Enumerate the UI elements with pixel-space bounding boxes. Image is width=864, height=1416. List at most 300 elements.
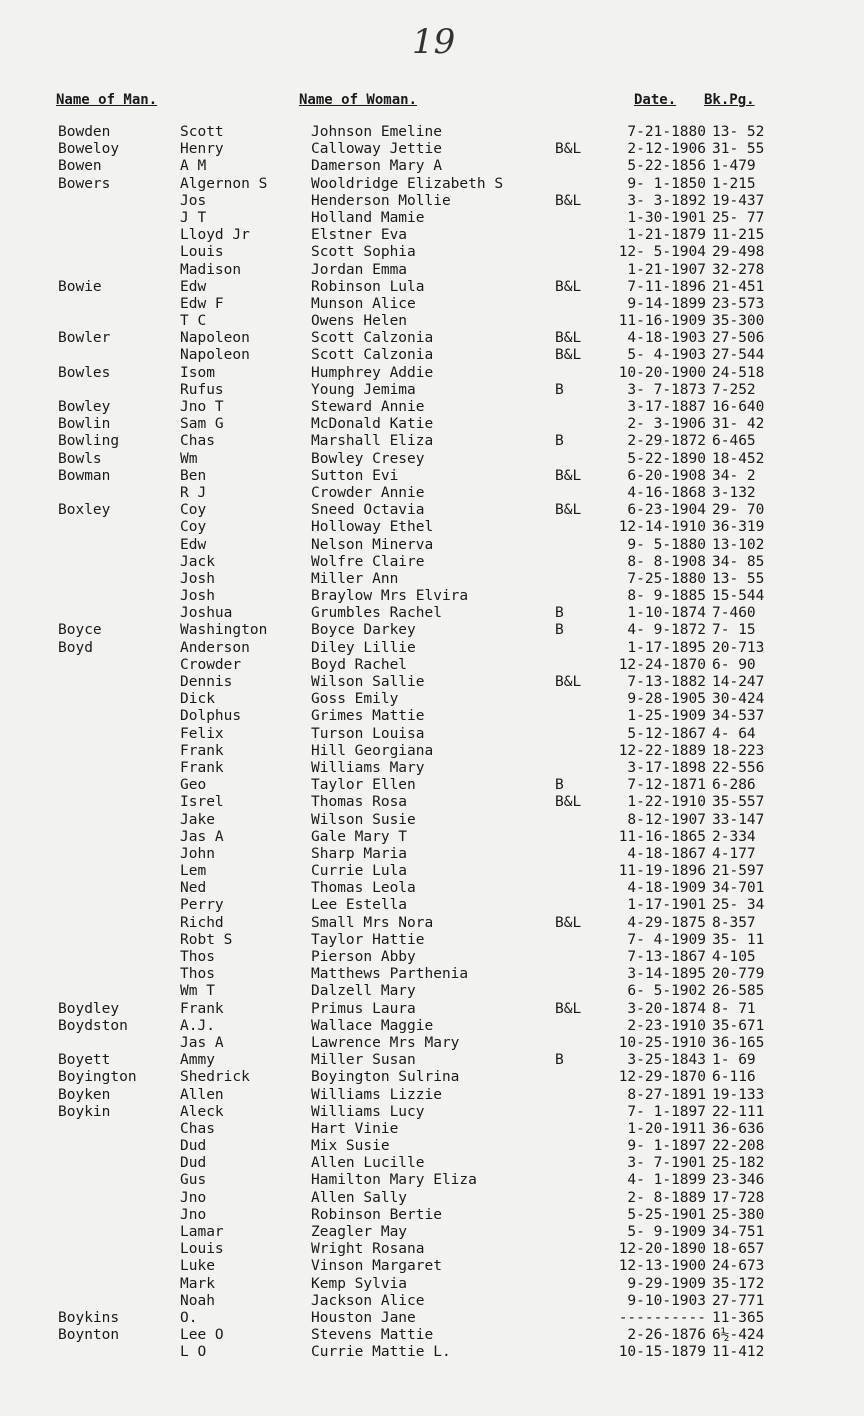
record-row xyxy=(0,708,864,725)
man-given-name: Lee O xyxy=(180,1327,224,1344)
woman-name: Jordan Emma xyxy=(311,261,408,278)
woman-name: Boyd Rachel xyxy=(311,656,408,673)
woman-name: Sharp Maria xyxy=(311,845,408,862)
book-page: 20-779 xyxy=(712,966,765,983)
book-page: 4-177 xyxy=(712,845,756,862)
woman-name: Stevens Mattie xyxy=(311,1327,434,1344)
marriage-date: 9-28-1905 xyxy=(627,691,706,708)
record-row xyxy=(0,313,864,330)
woman-name: Munson Alice xyxy=(311,295,416,312)
woman-name: Hamilton Mary Eliza xyxy=(311,1172,477,1189)
record-row xyxy=(0,1207,864,1224)
book-page: 25-182 xyxy=(712,1155,765,1172)
man-given-name: Josh xyxy=(180,570,215,587)
marriage-date: 12-20-1890 xyxy=(618,1241,706,1258)
marriage-date: 5-25-1901 xyxy=(627,1206,706,1223)
man-surname: Bowls xyxy=(58,450,102,467)
man-surname: Boyce xyxy=(58,622,102,639)
record-row xyxy=(0,399,864,416)
marriage-date: 12-13-1900 xyxy=(618,1258,706,1275)
record-row xyxy=(0,1310,864,1327)
header-name-of-man: Name of Man. xyxy=(56,92,158,108)
book-page: 20-713 xyxy=(712,639,765,656)
woman-name: McDonald Katie xyxy=(311,416,434,433)
record-row xyxy=(0,262,864,279)
man-surname: Bowen xyxy=(58,158,102,175)
record-row xyxy=(0,657,864,674)
man-surname: Boykin xyxy=(58,1103,111,1120)
man-given-name: Dud xyxy=(180,1138,207,1155)
book-page: 13-102 xyxy=(712,536,765,553)
woman-name: Currie Mattie L. xyxy=(311,1344,451,1361)
woman-name: Thomas Leola xyxy=(311,880,416,897)
man-surname: Boydley xyxy=(58,1000,120,1017)
marriage-date: 8- 9-1885 xyxy=(627,588,706,605)
record-row xyxy=(0,1172,864,1189)
record-row xyxy=(0,365,864,382)
man-surname: Bowman xyxy=(58,467,111,484)
woman-name: Steward Annie xyxy=(311,399,425,415)
book-page: 25- 77 xyxy=(712,209,765,226)
license-note: B xyxy=(555,605,564,622)
book-page: 1-215 xyxy=(712,175,756,192)
man-given-name: Frank xyxy=(180,759,224,776)
man-surname: Boynton xyxy=(58,1327,120,1344)
license-note: B&L xyxy=(555,674,582,690)
book-page: 8- 71 xyxy=(712,1000,756,1017)
record-row xyxy=(0,760,864,777)
book-page: 13- 55 xyxy=(712,570,765,587)
book-page: 22-556 xyxy=(712,759,765,776)
book-page: 29-498 xyxy=(712,244,765,261)
page-number: 19 xyxy=(412,22,456,62)
book-page: 29- 70 xyxy=(712,502,765,519)
marriage-date: 3-25-1843 xyxy=(627,1052,706,1069)
record-row xyxy=(0,1327,864,1344)
man-given-name: Jos xyxy=(180,192,207,209)
man-surname: Boweloy xyxy=(58,141,120,158)
book-page: 13- 52 xyxy=(712,124,765,140)
marriage-date: 7-13-1882 xyxy=(627,674,706,690)
book-page: 11-215 xyxy=(712,227,765,244)
woman-name: Sneed Octavia xyxy=(311,502,425,519)
man-given-name: Washington xyxy=(180,622,268,639)
marriage-date: 4- 9-1872 xyxy=(627,622,706,639)
book-page: 33-147 xyxy=(712,811,765,828)
marriage-date: 7-13-1867 xyxy=(627,949,706,965)
record-row xyxy=(0,863,864,880)
man-given-name: Allen xyxy=(180,1086,224,1103)
man-surname: Bowling xyxy=(58,433,120,450)
marriage-date: 2-26-1876 xyxy=(627,1327,706,1344)
man-given-name: Geo xyxy=(180,777,207,794)
license-note: B&L xyxy=(555,914,582,931)
record-row xyxy=(0,743,864,760)
marriage-date: 10-25-1910 xyxy=(618,1034,706,1051)
man-given-name: Felix xyxy=(180,725,224,742)
record-row xyxy=(0,1121,864,1138)
marriage-date: 12-14-1910 xyxy=(618,519,706,536)
woman-name: Turson Louisa xyxy=(311,725,425,742)
man-surname: Boyett xyxy=(58,1052,111,1069)
marriage-date: 3-17-1887 xyxy=(627,399,706,415)
woman-name: Miller Ann xyxy=(311,570,399,587)
license-note: B&L xyxy=(555,794,582,811)
record-row xyxy=(0,674,864,691)
marriage-date: 2- 8-1889 xyxy=(627,1189,706,1206)
book-page: 35- 11 xyxy=(712,931,765,948)
record-row xyxy=(0,1087,864,1104)
woman-name: Miller Susan xyxy=(311,1052,416,1069)
record-row xyxy=(0,193,864,210)
book-page: 6½-424 xyxy=(712,1327,765,1344)
woman-name: Wallace Maggie xyxy=(311,1017,434,1034)
record-row xyxy=(0,932,864,949)
record-row xyxy=(0,1069,864,1086)
record-row xyxy=(0,829,864,846)
man-given-name: Ammy xyxy=(180,1052,215,1069)
marriage-date: 5- 4-1903 xyxy=(627,347,706,364)
woman-name: Williams Lizzie xyxy=(311,1086,442,1103)
license-note: B&L xyxy=(555,1000,582,1017)
book-page: 35-557 xyxy=(712,794,765,811)
book-page: 1-479 xyxy=(712,158,756,175)
record-row xyxy=(0,519,864,536)
man-given-name: Algernon S xyxy=(180,175,268,192)
license-note: B&L xyxy=(555,278,582,295)
record-row xyxy=(0,640,864,657)
marriage-date: 9-14-1899 xyxy=(627,295,706,312)
man-given-name: Jno xyxy=(180,1189,207,1206)
book-page: 26-585 xyxy=(712,983,765,1000)
woman-name: Robinson Bertie xyxy=(311,1206,442,1223)
marriage-date: 7-21-1880 xyxy=(627,124,706,140)
man-given-name: Scott xyxy=(180,124,224,140)
woman-name: Holland Mamie xyxy=(311,209,425,226)
man-given-name: Jno T xyxy=(180,399,224,415)
record-row xyxy=(0,812,864,829)
book-page: 23-573 xyxy=(712,295,765,312)
woman-name: Nelson Minerva xyxy=(311,536,434,553)
record-row xyxy=(0,622,864,639)
book-page: 6- 90 xyxy=(712,656,756,673)
record-row xyxy=(0,1258,864,1275)
marriage-date: 6- 5-1902 xyxy=(627,983,706,1000)
book-page: 4-105 xyxy=(712,949,756,965)
marriage-date: 8-27-1891 xyxy=(627,1086,706,1103)
woman-name: Allen Lucille xyxy=(311,1155,425,1172)
marriage-date: 5- 9-1909 xyxy=(627,1224,706,1240)
record-row xyxy=(0,1224,864,1241)
license-note: B xyxy=(555,777,564,794)
record-row xyxy=(0,691,864,708)
man-given-name: Louis xyxy=(180,1241,224,1258)
marriage-date: 5-12-1867 xyxy=(627,725,706,742)
woman-name: Wright Rosana xyxy=(311,1241,425,1258)
book-page: 27-506 xyxy=(712,330,765,347)
record-row xyxy=(0,416,864,433)
woman-name: Pierson Abby xyxy=(311,949,416,965)
book-page: 34- 2 xyxy=(712,467,756,484)
book-page: 18-223 xyxy=(712,742,765,759)
record-row xyxy=(0,588,864,605)
man-surname: Bowles xyxy=(58,364,111,381)
book-page: 35-172 xyxy=(712,1275,765,1292)
marriage-date: 9-29-1909 xyxy=(627,1275,706,1292)
record-row xyxy=(0,1344,864,1361)
man-given-name: Napoleon xyxy=(180,347,250,364)
man-given-name: Ben xyxy=(180,467,207,484)
book-page: 21-451 xyxy=(712,278,765,295)
record-row xyxy=(0,1035,864,1052)
man-given-name: Jno xyxy=(180,1206,207,1223)
record-row xyxy=(0,537,864,554)
book-page: 34-751 xyxy=(712,1224,765,1240)
record-row xyxy=(0,1001,864,1018)
record-row xyxy=(0,1104,864,1121)
marriage-date: 4-16-1868 xyxy=(627,484,706,501)
woman-name: Scott Calzonia xyxy=(311,347,434,364)
book-page: 18-657 xyxy=(712,1241,765,1258)
book-page: 18-452 xyxy=(712,450,765,467)
marriage-date: 10-15-1879 xyxy=(618,1344,706,1361)
man-given-name: Henry xyxy=(180,141,224,158)
marriage-date: 6-20-1908 xyxy=(627,467,706,484)
marriage-date: ---------- xyxy=(618,1309,706,1326)
marriage-date: 11-19-1896 xyxy=(618,863,706,880)
book-page: 7-460 xyxy=(712,605,756,622)
man-given-name: Isrel xyxy=(180,794,224,811)
marriage-records-list xyxy=(0,124,864,1362)
book-page: 27-771 xyxy=(712,1292,765,1309)
book-page: 6-465 xyxy=(712,433,756,450)
marriage-date: 8-12-1907 xyxy=(627,811,706,828)
man-given-name: R J xyxy=(180,484,207,501)
record-row xyxy=(0,1052,864,1069)
record-row xyxy=(0,794,864,811)
record-row xyxy=(0,1155,864,1172)
marriage-date: 8- 8-1908 xyxy=(627,553,706,570)
woman-name: Williams Mary xyxy=(311,759,425,776)
marriage-date: 12- 5-1904 xyxy=(618,244,706,261)
man-surname: Bowie xyxy=(58,278,102,295)
book-page: 23-346 xyxy=(712,1172,765,1189)
marriage-date: 7-25-1880 xyxy=(627,570,706,587)
record-row xyxy=(0,1138,864,1155)
woman-name: Currie Lula xyxy=(311,863,408,880)
book-page: 22-208 xyxy=(712,1138,765,1155)
woman-name: Bowley Cresey xyxy=(311,450,425,467)
record-row xyxy=(0,502,864,519)
marriage-date: 10-20-1900 xyxy=(618,364,706,381)
book-page: 24-518 xyxy=(712,364,765,381)
marriage-date: 4-29-1875 xyxy=(627,914,706,931)
record-row xyxy=(0,726,864,743)
man-given-name: Chas xyxy=(180,433,215,450)
man-surname: Boyken xyxy=(58,1086,111,1103)
book-page: 35-671 xyxy=(712,1017,765,1034)
woman-name: Wilson Sallie xyxy=(311,674,425,690)
book-page: 36-319 xyxy=(712,519,765,536)
record-row xyxy=(0,176,864,193)
book-page: 11-365 xyxy=(712,1309,765,1326)
man-given-name: Madison xyxy=(180,261,242,278)
book-page: 7- 15 xyxy=(712,622,756,639)
man-surname: Bowden xyxy=(58,124,111,140)
woman-name: Henderson Mollie xyxy=(311,192,451,209)
man-surname: Bowlin xyxy=(58,416,111,433)
book-page: 2-334 xyxy=(712,828,756,845)
record-row xyxy=(0,1276,864,1293)
record-row xyxy=(0,244,864,261)
marriage-date: 9- 5-1880 xyxy=(627,536,706,553)
book-page: 19-133 xyxy=(712,1086,765,1103)
man-given-name: Wm xyxy=(180,450,198,467)
marriage-date: 12-22-1889 xyxy=(618,742,706,759)
woman-name: Kemp Sylvia xyxy=(311,1275,408,1292)
man-given-name: Richd xyxy=(180,914,224,931)
marriage-date: 2- 3-1906 xyxy=(627,416,706,433)
woman-name: Owens Helen xyxy=(311,313,408,330)
book-page: 17-728 xyxy=(712,1189,765,1206)
marriage-date: 12-29-1870 xyxy=(618,1069,706,1086)
marriage-date: 3- 3-1892 xyxy=(627,192,706,209)
man-given-name: Jack xyxy=(180,553,215,570)
man-given-name: Jas A xyxy=(180,828,224,845)
man-given-name: Frank xyxy=(180,1000,224,1017)
book-page: 27-544 xyxy=(712,347,765,364)
woman-name: Marshall Eliza xyxy=(311,433,434,450)
woman-name: Boyington Sulrina xyxy=(311,1069,460,1086)
man-given-name: O. xyxy=(180,1309,198,1326)
marriage-date: 11-16-1865 xyxy=(618,828,706,845)
marriage-date: 1-21-1907 xyxy=(627,261,706,278)
marriage-date: 3-17-1898 xyxy=(627,759,706,776)
book-page: 11-412 xyxy=(712,1344,765,1361)
marriage-date: 1-25-1909 xyxy=(627,708,706,725)
record-row xyxy=(0,846,864,863)
record-row xyxy=(0,124,864,141)
woman-name: Lawrence Mrs Mary xyxy=(311,1034,460,1051)
woman-name: Allen Sally xyxy=(311,1189,408,1206)
woman-name: Taylor Hattie xyxy=(311,931,425,948)
woman-name: Damerson Mary A xyxy=(311,158,442,175)
marriage-date: 1-21-1879 xyxy=(627,227,706,244)
woman-name: Jackson Alice xyxy=(311,1292,425,1309)
woman-name: Lee Estella xyxy=(311,897,408,914)
license-note: B&L xyxy=(555,330,582,347)
license-note: B&L xyxy=(555,192,582,209)
marriage-date: 4-18-1903 xyxy=(627,330,706,347)
woman-name: Wilson Susie xyxy=(311,811,416,828)
man-given-name: Thos xyxy=(180,966,215,983)
man-given-name: A.J. xyxy=(180,1017,215,1034)
marriage-date: 7- 4-1909 xyxy=(627,931,706,948)
woman-name: Dalzell Mary xyxy=(311,983,416,1000)
book-page: 7-252 xyxy=(712,381,756,398)
woman-name: Gale Mary T xyxy=(311,828,408,845)
man-given-name: Lloyd Jr xyxy=(180,227,250,244)
man-given-name: Jake xyxy=(180,811,215,828)
woman-name: Johnson Emeline xyxy=(311,124,442,140)
marriage-date: 1-10-1874 xyxy=(627,605,706,622)
record-row xyxy=(0,983,864,1000)
man-given-name: Aleck xyxy=(180,1103,224,1120)
man-given-name: Ned xyxy=(180,880,207,897)
man-given-name: Frank xyxy=(180,742,224,759)
marriage-date: 7- 1-1897 xyxy=(627,1103,706,1120)
woman-name: Calloway Jettie xyxy=(311,141,442,158)
marriage-date: 3- 7-1873 xyxy=(627,381,706,398)
record-row xyxy=(0,485,864,502)
book-page: 21-597 xyxy=(712,863,765,880)
marriage-date: 5-22-1856 xyxy=(627,158,706,175)
woman-name: Thomas Rosa xyxy=(311,794,408,811)
record-row xyxy=(0,227,864,244)
man-given-name: Chas xyxy=(180,1120,215,1137)
man-given-name: Dolphus xyxy=(180,708,242,725)
book-page: 34- 85 xyxy=(712,553,765,570)
marriage-date: 6-23-1904 xyxy=(627,502,706,519)
book-page: 35-300 xyxy=(712,313,765,330)
marriage-date: 2-29-1872 xyxy=(627,433,706,450)
book-page: 16-640 xyxy=(712,399,765,415)
man-surname: Boykins xyxy=(58,1309,120,1326)
man-given-name: Jas A xyxy=(180,1034,224,1051)
man-given-name: Edw xyxy=(180,536,207,553)
marriage-date: 1-30-1901 xyxy=(627,209,706,226)
record-row xyxy=(0,1018,864,1035)
record-row xyxy=(0,141,864,158)
woman-name: Vinson Margaret xyxy=(311,1258,442,1275)
record-row xyxy=(0,279,864,296)
marriage-date: 4-18-1867 xyxy=(627,845,706,862)
man-given-name: Crowder xyxy=(180,656,242,673)
marriage-date: 7-12-1871 xyxy=(627,777,706,794)
woman-name: Humphrey Addie xyxy=(311,364,434,381)
marriage-date: 2-23-1910 xyxy=(627,1017,706,1034)
man-surname: Boydston xyxy=(58,1017,128,1034)
man-given-name: Noah xyxy=(180,1292,215,1309)
license-note: B&L xyxy=(555,141,582,158)
book-page: 31- 55 xyxy=(712,141,765,158)
record-row xyxy=(0,880,864,897)
woman-name: Small Mrs Nora xyxy=(311,914,434,931)
license-note: B xyxy=(555,622,564,639)
man-given-name: Dennis xyxy=(180,674,233,690)
man-surname: Bowler xyxy=(58,330,111,347)
marriage-date: 1-20-1911 xyxy=(627,1120,706,1137)
marriage-date: 7-11-1896 xyxy=(627,278,706,295)
man-given-name: Lamar xyxy=(180,1224,224,1240)
woman-name: Grimes Mattie xyxy=(311,708,425,725)
license-note: B&L xyxy=(555,467,582,484)
woman-name: Mix Susie xyxy=(311,1138,390,1155)
man-surname: Boxley xyxy=(58,502,111,519)
book-page: 25- 34 xyxy=(712,897,765,914)
marriage-date: 1-17-1895 xyxy=(627,639,706,656)
man-given-name: Coy xyxy=(180,519,207,536)
man-given-name: Josh xyxy=(180,588,215,605)
man-given-name: T C xyxy=(180,313,207,330)
book-page: 19-437 xyxy=(712,192,765,209)
book-page: 22-111 xyxy=(712,1103,765,1120)
man-given-name: Sam G xyxy=(180,416,224,433)
woman-name: Taylor Ellen xyxy=(311,777,416,794)
man-given-name: John xyxy=(180,845,215,862)
marriage-date: 3-20-1874 xyxy=(627,1000,706,1017)
record-row xyxy=(0,554,864,571)
